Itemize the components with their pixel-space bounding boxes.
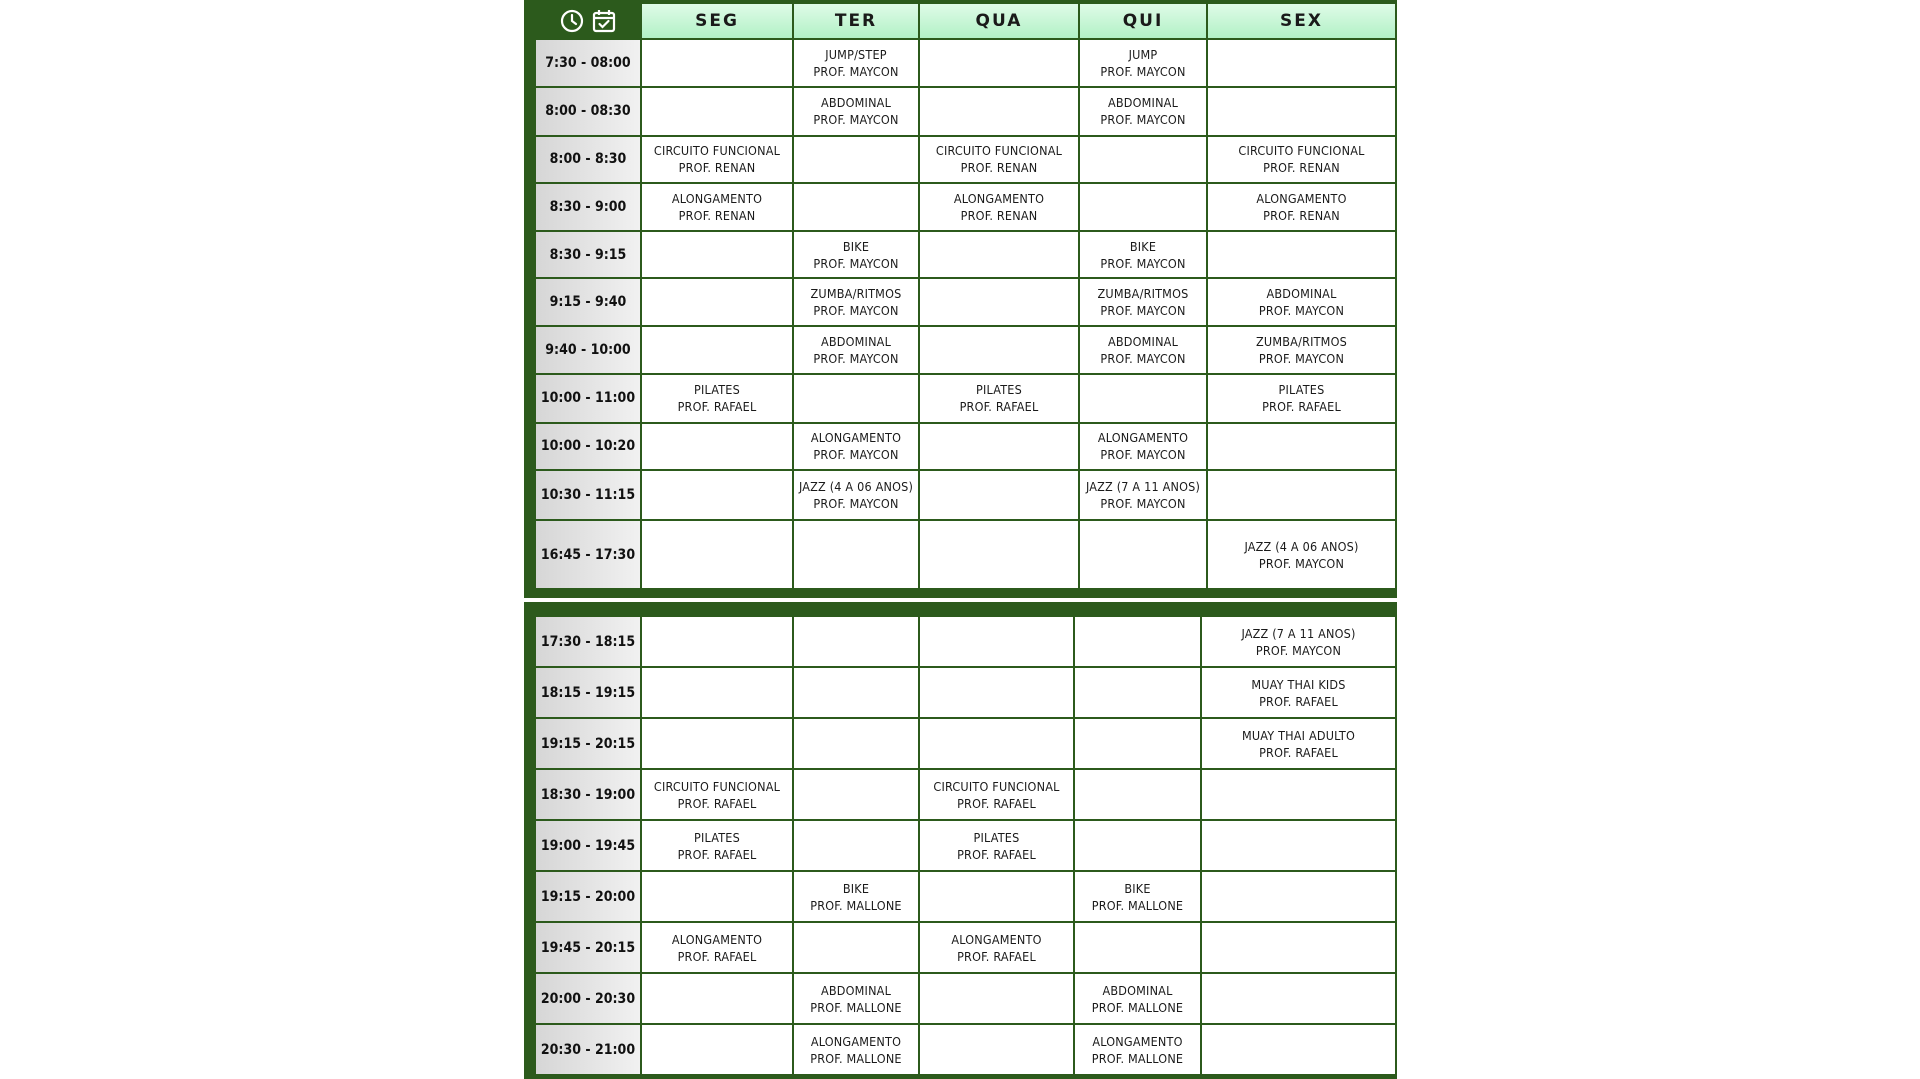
class-cell bbox=[920, 821, 1073, 870]
instructor-name: PROF. RAFAEL bbox=[957, 795, 1036, 811]
day-header-ter: TER bbox=[794, 4, 918, 38]
empty-cell bbox=[920, 279, 1078, 325]
time-slot: 19:00 - 19:45 bbox=[536, 821, 640, 870]
class-name: ALONGAMENTO bbox=[810, 430, 902, 446]
empty-cell bbox=[794, 719, 918, 768]
time-slot: 20:00 - 20:30 bbox=[536, 974, 640, 1023]
empty-cell bbox=[920, 232, 1078, 278]
instructor-name: PROF. RAFAEL bbox=[677, 399, 757, 415]
class-cell bbox=[794, 232, 918, 278]
schedule-row bbox=[536, 974, 1395, 1023]
instructor-name: PROF. RAFAEL bbox=[957, 948, 1036, 964]
empty-cell bbox=[1208, 232, 1395, 278]
instructor-name: PROF. MAYCON bbox=[1100, 350, 1186, 366]
class-cell bbox=[794, 40, 918, 86]
instructor-name: PROF. RAFAEL bbox=[677, 846, 757, 862]
empty-cell bbox=[920, 1025, 1073, 1074]
day-header-qui: QUI bbox=[1080, 4, 1206, 38]
instructor-name: PROF. RENAN bbox=[960, 207, 1038, 223]
empty-cell bbox=[920, 719, 1073, 768]
instructor-name: PROF. RAFAEL bbox=[1262, 399, 1341, 415]
instructor-name: PROF. MAYCON bbox=[813, 447, 899, 463]
class-cell bbox=[642, 821, 792, 870]
empty-cell bbox=[642, 232, 792, 278]
empty-cell bbox=[920, 88, 1078, 135]
class-cell bbox=[794, 424, 918, 470]
instructor-name: PROF. MAYCON bbox=[1100, 303, 1186, 319]
schedule-row bbox=[536, 1025, 1395, 1074]
class-name: JUMP/STEP bbox=[825, 46, 887, 62]
empty-cell bbox=[1208, 88, 1395, 135]
class-cell bbox=[642, 375, 792, 422]
empty-cell bbox=[642, 617, 792, 666]
class-name: PILATES bbox=[1278, 382, 1325, 398]
class-cell bbox=[1080, 88, 1206, 135]
day-header-sex: SEX bbox=[1208, 4, 1395, 38]
instructor-name: PROF. MAYCON bbox=[1100, 255, 1186, 271]
empty-cell bbox=[642, 521, 792, 588]
empty-cell bbox=[642, 327, 792, 373]
class-name: BIKE bbox=[1129, 238, 1157, 254]
class-cell bbox=[1080, 232, 1206, 278]
header-row bbox=[536, 4, 1395, 38]
class-cell bbox=[1080, 424, 1206, 470]
class-name: JAZZ (7 A 11 ANOS) bbox=[1085, 479, 1201, 495]
class-cell bbox=[1075, 1025, 1200, 1074]
empty-cell bbox=[1202, 923, 1395, 972]
time-slot: 17:30 - 18:15 bbox=[536, 617, 640, 666]
class-cell bbox=[1080, 279, 1206, 325]
empty-cell bbox=[1202, 974, 1395, 1023]
schedule-row bbox=[536, 719, 1395, 768]
instructor-name: PROF. MAYCON bbox=[1100, 63, 1186, 79]
class-name: ALONGAMENTO bbox=[951, 931, 1042, 947]
empty-cell bbox=[1208, 471, 1395, 519]
class-name: ZUMBA/RITMOS bbox=[1097, 286, 1189, 302]
schedule-row bbox=[536, 471, 1395, 519]
class-cell bbox=[794, 88, 918, 135]
class-cell bbox=[642, 770, 792, 819]
class-cell bbox=[642, 184, 792, 230]
empty-cell bbox=[920, 668, 1073, 717]
instructor-name: PROF. RENAN bbox=[960, 160, 1038, 176]
instructor-name: PROF. MAYCON bbox=[1258, 350, 1345, 366]
empty-cell bbox=[920, 521, 1078, 588]
schedule-row bbox=[536, 88, 1395, 135]
empty-cell bbox=[920, 471, 1078, 519]
empty-cell bbox=[920, 617, 1073, 666]
class-name: ALONGAMENTO bbox=[953, 190, 1045, 206]
instructor-name: PROF. MAYCON bbox=[813, 63, 899, 79]
class-cell bbox=[920, 137, 1078, 183]
schedule-row bbox=[536, 617, 1395, 666]
empty-cell bbox=[642, 974, 792, 1023]
empty-cell bbox=[642, 668, 792, 717]
schedule-row bbox=[536, 668, 1395, 717]
empty-cell bbox=[794, 821, 918, 870]
instructor-name: PROF. MAYCON bbox=[1255, 642, 1342, 658]
class-name: JUMP bbox=[1128, 46, 1158, 62]
instructor-name: PROF. RENAN bbox=[678, 207, 756, 223]
class-name: PILATES bbox=[973, 829, 1020, 845]
empty-cell bbox=[1080, 375, 1206, 422]
instructor-name: PROF. MAYCON bbox=[813, 303, 899, 319]
time-slot: 20:30 - 21:00 bbox=[536, 1025, 640, 1074]
empty-cell bbox=[1075, 923, 1200, 972]
empty-cell bbox=[1075, 617, 1200, 666]
class-cell bbox=[1202, 617, 1395, 666]
instructor-name: PROF. MALLONE bbox=[1091, 897, 1184, 913]
empty-cell bbox=[1080, 521, 1206, 588]
time-slot: 19:15 - 20:00 bbox=[536, 872, 640, 921]
class-cell bbox=[1202, 668, 1395, 717]
class-cell bbox=[1075, 872, 1200, 921]
empty-cell bbox=[1202, 770, 1395, 819]
class-cell bbox=[642, 137, 792, 183]
empty-cell bbox=[1075, 719, 1200, 768]
empty-cell bbox=[642, 872, 792, 921]
time-slot: 8:30 - 9:15 bbox=[536, 232, 640, 278]
empty-cell bbox=[642, 279, 792, 325]
instructor-name: PROF. RAFAEL bbox=[677, 948, 757, 964]
class-name: ALONGAMENTO bbox=[1097, 430, 1189, 446]
class-name: CIRCUITO FUNCIONAL bbox=[653, 143, 781, 159]
time-slot: 9:15 - 9:40 bbox=[536, 279, 640, 325]
class-cell bbox=[794, 974, 918, 1023]
class-name: PILATES bbox=[694, 829, 740, 845]
schedule-row bbox=[536, 424, 1395, 470]
calendar-check-icon bbox=[591, 8, 617, 34]
time-slot: 18:30 - 19:00 bbox=[536, 770, 640, 819]
instructor-name: PROF. MAYCON bbox=[1258, 303, 1345, 319]
instructor-name: PROF. RENAN bbox=[678, 160, 756, 176]
schedule-table-top bbox=[534, 2, 1397, 590]
empty-cell bbox=[794, 923, 918, 972]
class-cell bbox=[1208, 137, 1395, 183]
class-cell bbox=[1208, 327, 1395, 373]
class-cell bbox=[642, 923, 792, 972]
class-name: ALONGAMENTO bbox=[671, 931, 763, 947]
class-name: BIKE bbox=[842, 238, 870, 254]
schedule-row bbox=[536, 923, 1395, 972]
instructor-name: PROF. MALLONE bbox=[1091, 1050, 1184, 1066]
time-slot: 10:00 - 11:00 bbox=[536, 375, 640, 422]
empty-cell bbox=[794, 617, 918, 666]
time-slot: 19:45 - 20:15 bbox=[536, 923, 640, 972]
schedule-row bbox=[536, 279, 1395, 325]
class-cell bbox=[1208, 521, 1395, 588]
class-cell bbox=[1075, 974, 1200, 1023]
instructor-name: PROF. MALLONE bbox=[810, 897, 902, 913]
instructor-name: PROF. RAFAEL bbox=[1259, 693, 1338, 709]
time-slot: 18:15 - 19:15 bbox=[536, 668, 640, 717]
schedule-row bbox=[536, 770, 1395, 819]
empty-cell bbox=[1075, 770, 1200, 819]
class-cell bbox=[1080, 471, 1206, 519]
schedule-row bbox=[536, 872, 1395, 921]
empty-cell bbox=[794, 137, 918, 183]
instructor-name: PROF. RAFAEL bbox=[957, 846, 1036, 862]
instructor-name: PROF. RAFAEL bbox=[959, 399, 1039, 415]
empty-cell bbox=[920, 424, 1078, 470]
class-name: ABDOMINAL bbox=[1266, 286, 1337, 302]
instructor-name: PROF. MAYCON bbox=[1258, 555, 1345, 571]
class-cell bbox=[794, 1025, 918, 1074]
time-slot: 8:30 - 9:00 bbox=[536, 184, 640, 230]
class-name: ABDOMINAL bbox=[1107, 95, 1179, 111]
schedule-evening-panel bbox=[524, 602, 1397, 1079]
empty-cell bbox=[920, 974, 1073, 1023]
class-name: ABDOMINAL bbox=[820, 95, 892, 111]
class-name: ABDOMINAL bbox=[1102, 982, 1173, 998]
class-name: PILATES bbox=[694, 382, 740, 398]
class-name: PILATES bbox=[976, 382, 1022, 398]
empty-cell bbox=[794, 521, 918, 588]
instructor-name: PROF. RAFAEL bbox=[1259, 744, 1338, 760]
empty-cell bbox=[794, 770, 918, 819]
instructor-name: PROF. MALLONE bbox=[810, 999, 902, 1015]
day-header-qua: QUA bbox=[920, 4, 1078, 38]
class-name: ABDOMINAL bbox=[820, 982, 892, 998]
time-slot: 8:00 - 08:30 bbox=[536, 88, 640, 135]
schedule-row bbox=[536, 232, 1395, 278]
empty-cell bbox=[642, 719, 792, 768]
class-name: BIKE bbox=[842, 880, 870, 896]
empty-cell bbox=[794, 375, 918, 422]
header-corner bbox=[536, 4, 640, 38]
instructor-name: PROF. MAYCON bbox=[1100, 496, 1186, 512]
schedule-table-bottom bbox=[534, 615, 1397, 1076]
empty-cell bbox=[642, 1025, 792, 1074]
instructor-name: PROF. MALLONE bbox=[1091, 999, 1184, 1015]
schedule-row bbox=[536, 521, 1395, 588]
class-cell bbox=[920, 770, 1073, 819]
class-cell bbox=[794, 327, 918, 373]
class-cell bbox=[920, 375, 1078, 422]
schedule-row bbox=[536, 184, 1395, 230]
schedule-row bbox=[536, 40, 1395, 86]
class-cell bbox=[1080, 327, 1206, 373]
class-name: ZUMBA/RITMOS bbox=[810, 286, 902, 302]
time-slot: 8:00 - 8:30 bbox=[536, 137, 640, 183]
time-slot: 19:15 - 20:15 bbox=[536, 719, 640, 768]
class-name: ABDOMINAL bbox=[820, 333, 892, 349]
instructor-name: PROF. MAYCON bbox=[813, 255, 899, 271]
class-name: CIRCUITO FUNCIONAL bbox=[653, 778, 781, 794]
instructor-name: PROF. MAYCON bbox=[813, 112, 899, 128]
class-name: ALONGAMENTO bbox=[810, 1033, 902, 1049]
empty-cell bbox=[920, 40, 1078, 86]
schedule-row bbox=[536, 375, 1395, 422]
empty-cell bbox=[642, 40, 792, 86]
empty-cell bbox=[1075, 821, 1200, 870]
schedule-row bbox=[536, 327, 1395, 373]
empty-cell bbox=[642, 471, 792, 519]
class-name: ALONGAMENTO bbox=[671, 190, 763, 206]
class-name: ZUMBA/RITMOS bbox=[1256, 333, 1347, 349]
class-cell bbox=[1208, 375, 1395, 422]
class-name: BIKE bbox=[1124, 880, 1151, 896]
clock-icon bbox=[559, 8, 585, 34]
instructor-name: PROF. RENAN bbox=[1263, 160, 1340, 176]
empty-cell bbox=[642, 88, 792, 135]
schedule-row bbox=[536, 821, 1395, 870]
class-cell bbox=[1080, 40, 1206, 86]
empty-cell bbox=[1202, 821, 1395, 870]
empty-cell bbox=[794, 184, 918, 230]
class-cell bbox=[794, 471, 918, 519]
time-slot: 10:30 - 11:15 bbox=[536, 471, 640, 519]
instructor-name: PROF. MAYCON bbox=[813, 350, 899, 366]
schedule-row bbox=[536, 137, 1395, 183]
empty-cell bbox=[794, 668, 918, 717]
instructor-name: PROF. MALLONE bbox=[810, 1050, 902, 1066]
class-cell bbox=[920, 184, 1078, 230]
class-name: CIRCUITO FUNCIONAL bbox=[933, 778, 1060, 794]
time-slot: 16:45 - 17:30 bbox=[536, 521, 640, 588]
day-header-seg: SEG bbox=[642, 4, 792, 38]
empty-cell bbox=[1208, 40, 1395, 86]
instructor-name: PROF. RENAN bbox=[1263, 207, 1340, 223]
class-name: CIRCUITO FUNCIONAL bbox=[1238, 143, 1365, 159]
class-cell bbox=[1208, 279, 1395, 325]
instructor-name: PROF. MAYCON bbox=[1100, 112, 1186, 128]
class-name: JAZZ (4 A 06 ANOS) bbox=[798, 479, 914, 495]
class-name: ALONGAMENTO bbox=[1256, 190, 1347, 206]
empty-cell bbox=[1075, 668, 1200, 717]
time-slot: 9:40 - 10:00 bbox=[536, 327, 640, 373]
class-name: CIRCUITO FUNCIONAL bbox=[935, 143, 1063, 159]
class-name: JAZZ (7 A 11 ANOS) bbox=[1241, 625, 1356, 641]
schedule-morning-panel bbox=[524, 0, 1397, 598]
class-name: JAZZ (4 A 06 ANOS) bbox=[1244, 538, 1359, 554]
empty-cell bbox=[1208, 424, 1395, 470]
class-name: ALONGAMENTO bbox=[1092, 1033, 1183, 1049]
class-cell bbox=[794, 279, 918, 325]
empty-cell bbox=[642, 424, 792, 470]
class-cell bbox=[794, 872, 918, 921]
time-slot: 10:00 - 10:20 bbox=[536, 424, 640, 470]
time-slot: 7:30 - 08:00 bbox=[536, 40, 640, 86]
empty-cell bbox=[1202, 1025, 1395, 1074]
instructor-name: PROF. RAFAEL bbox=[677, 795, 757, 811]
empty-cell bbox=[920, 872, 1073, 921]
class-cell bbox=[920, 923, 1073, 972]
instructor-name: PROF. MAYCON bbox=[813, 496, 899, 512]
class-cell bbox=[1208, 184, 1395, 230]
empty-cell bbox=[1080, 184, 1206, 230]
class-name: MUAY THAI ADULTO bbox=[1241, 727, 1356, 743]
class-name: MUAY THAI KIDS bbox=[1251, 676, 1346, 692]
empty-cell bbox=[1080, 137, 1206, 183]
instructor-name: PROF. MAYCON bbox=[1100, 447, 1186, 463]
class-cell bbox=[1202, 719, 1395, 768]
empty-cell bbox=[1202, 872, 1395, 921]
empty-cell bbox=[920, 327, 1078, 373]
class-name: ABDOMINAL bbox=[1107, 333, 1179, 349]
